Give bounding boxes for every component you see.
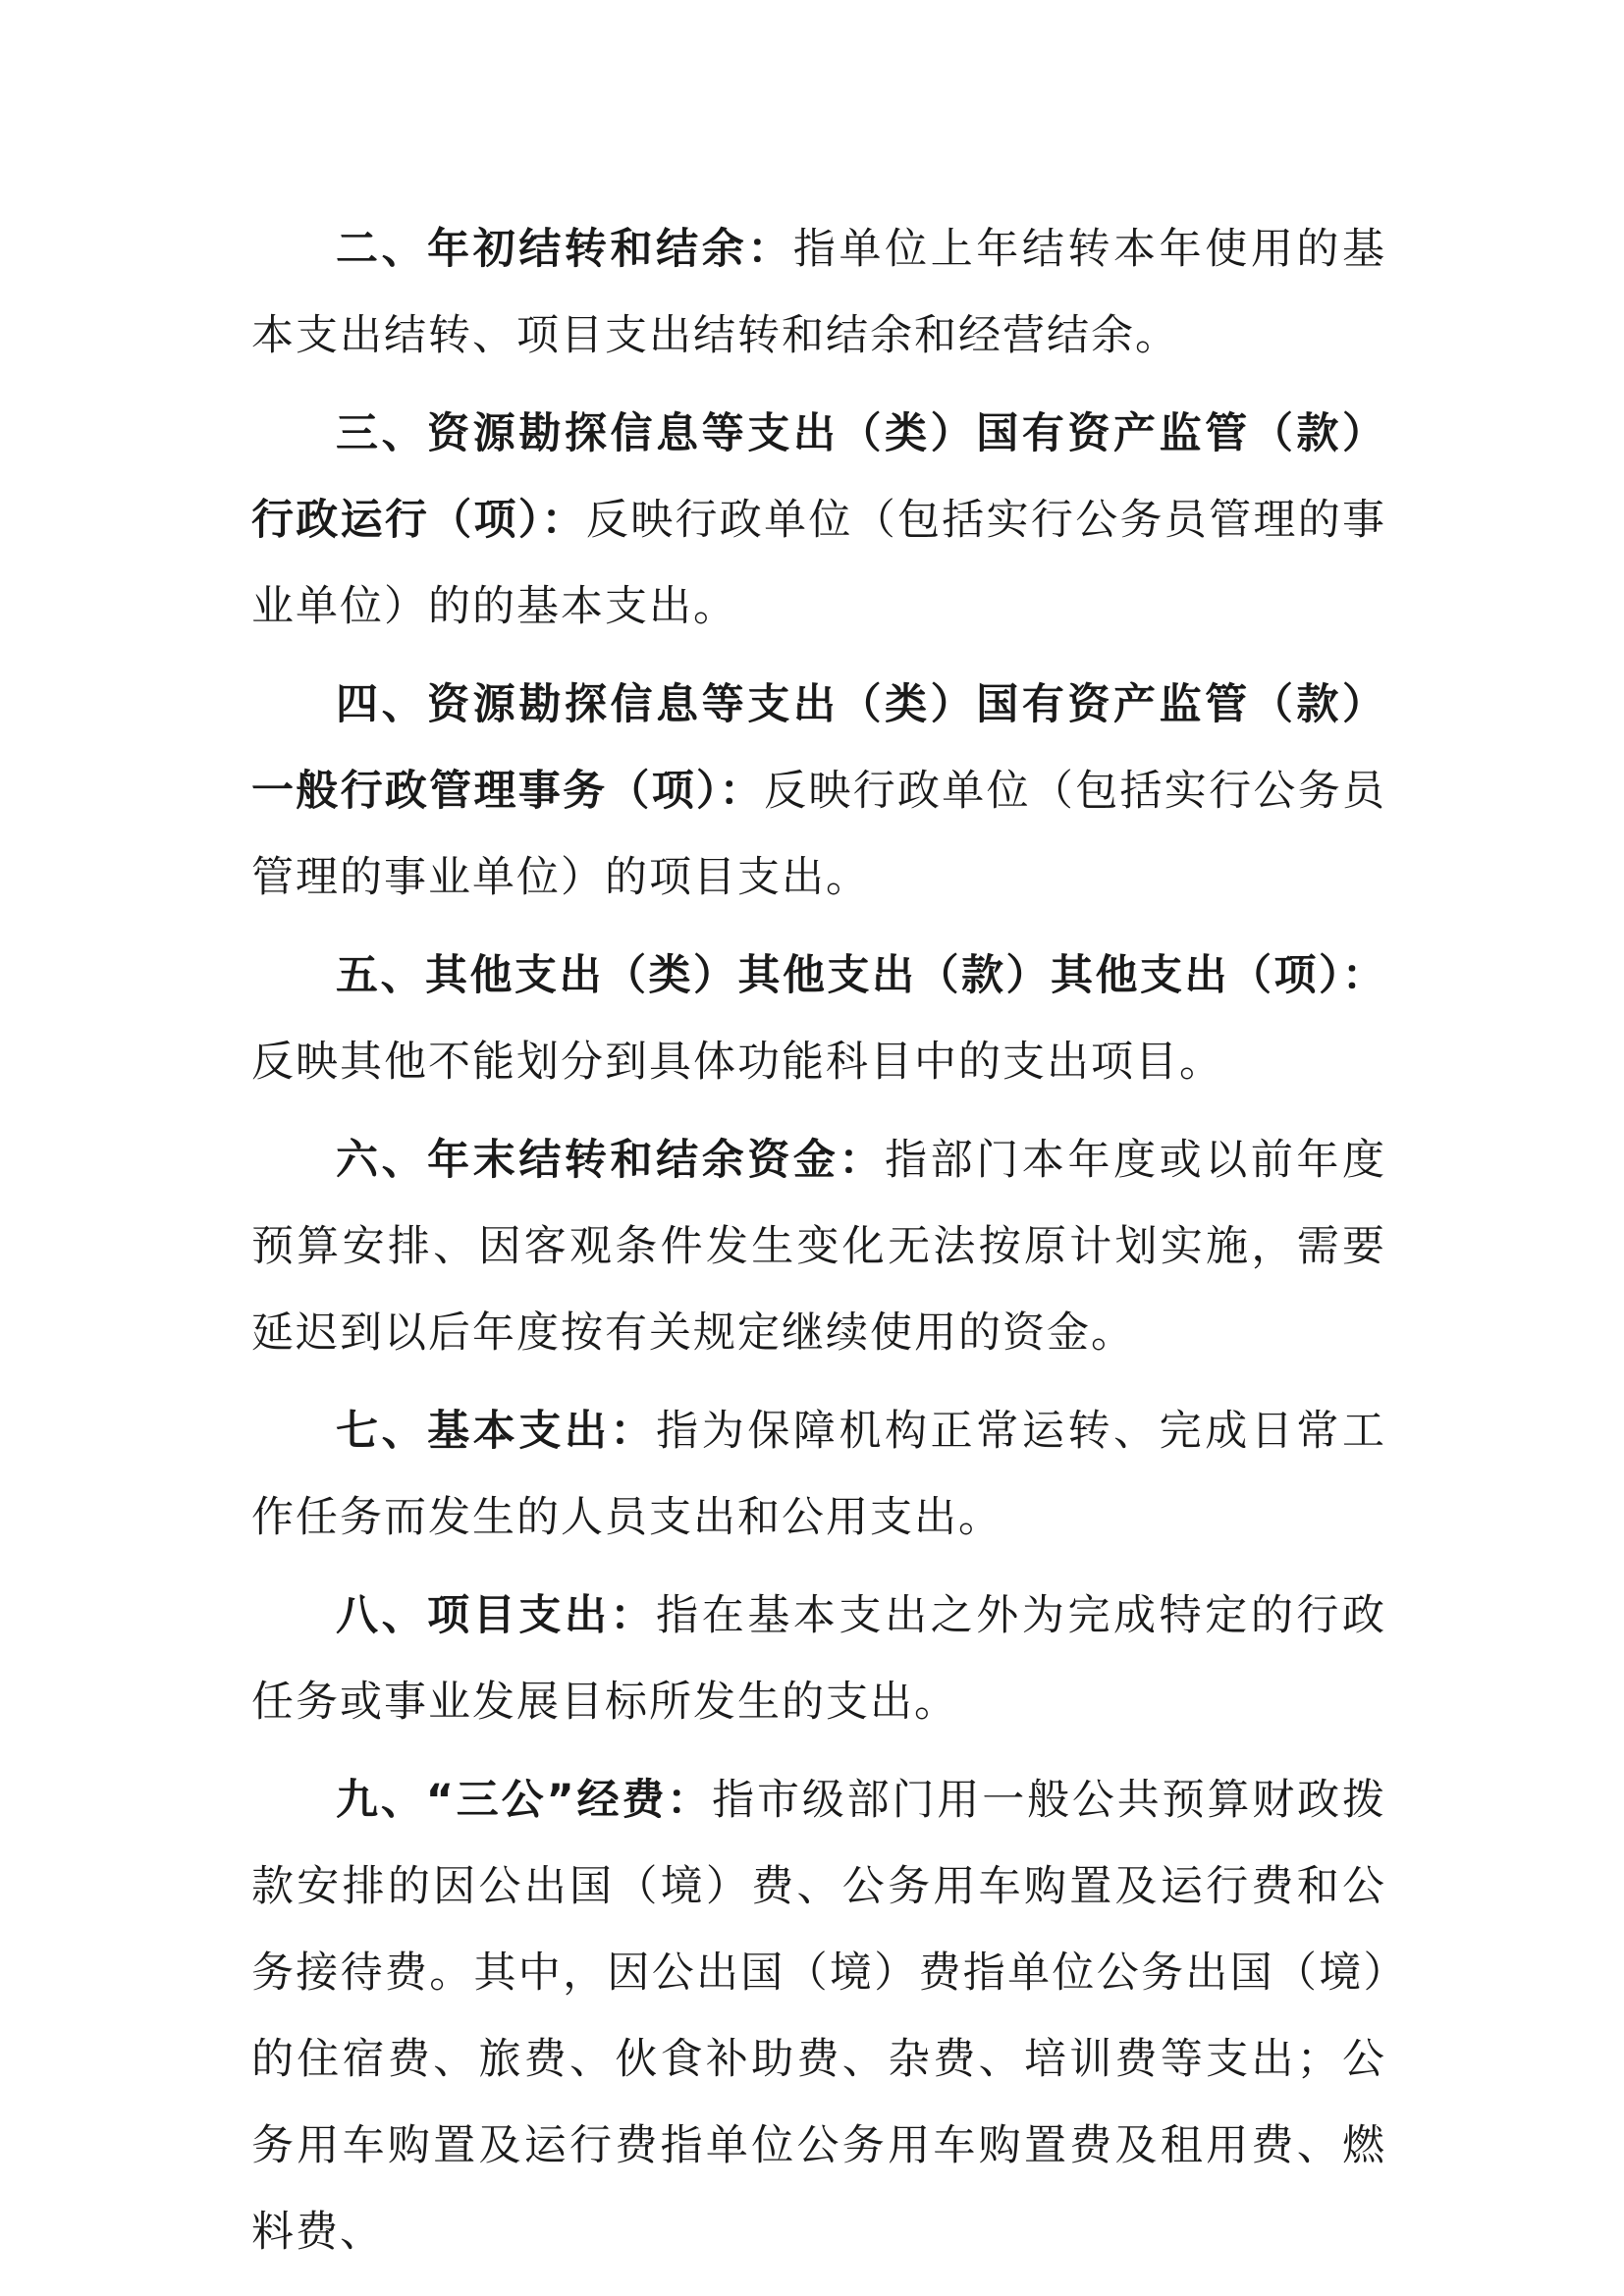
term-definition: 反映行政单位（包括实行公务员管理的事业单位）的项目支出。	[251, 767, 1387, 902]
term-heading: 二、年初结转和结余：	[336, 225, 793, 274]
term-definition: 反映其他不能划分到具体功能科目中的支出项目。	[251, 1038, 1223, 1087]
term-heading: 六、年末结转和结余资金：	[336, 1136, 886, 1185]
term-heading: 五、其他支出（类）其他支出（款）其他支出（项）：	[336, 951, 1386, 1000]
term-heading: 四、资源勘探信息等支出（类）国有资产监管（款）一般行政管理事务（项）：	[251, 680, 1386, 816]
term-definition: 反映行政单位（包括实行公务员管理的事业单位）的的基本支出。	[251, 496, 1387, 631]
paragraph-admin-operation	[251, 391, 1386, 650]
paragraph-basic-expenditure	[251, 1388, 1386, 1561]
term-definition: 指部门本年度或以前年度预算安排、因客观条件发生变化无法按原计划实施，需要延迟到以后年度按有关规定继续使用的资金。	[251, 1136, 1387, 1358]
term-definition: 指市级部门用一般公共预算财政拨款安排的因公出国（境）费、公务用车购置及运行费和公务接待费。其中，因公出国（境）费指单位公务出国（境）的住宿费、旅费、伙食补助费、杂费、培训费等支出；公务用车购置及运行费指单位公务用车购置费及租用费、燃料费、	[251, 1776, 1386, 2257]
term-heading: 三、资源勘探信息等支出（类）国有资产监管（款）行政运行（项）：	[251, 409, 1386, 545]
term-heading: 九、“三公”经费：	[336, 1776, 713, 1825]
document-page	[251, 206, 1386, 2287]
paragraph-project-expenditure	[251, 1573, 1386, 1745]
term-heading: 八、项目支出：	[336, 1591, 657, 1640]
paragraph-carryover-start	[251, 206, 1386, 379]
term-definition: 指单位上年结转本年使用的基本支出结转、项目支出结转和结余和经营结余。	[251, 225, 1387, 360]
paragraph-carryover-end	[251, 1117, 1386, 1376]
term-definition: 指为保障机构正常运转、完成日常工作任务而发生的人员支出和公用支出。	[251, 1407, 1387, 1542]
paragraph-other-expenditure	[251, 933, 1386, 1105]
term-definition: 指在基本支出之外为完成特定的行政任务或事业发展目标所发生的支出。	[251, 1591, 1387, 1727]
paragraph-general-admin	[251, 662, 1386, 921]
term-heading: 七、基本支出：	[336, 1407, 657, 1456]
paragraph-three-public-expenses	[251, 1757, 1386, 2275]
